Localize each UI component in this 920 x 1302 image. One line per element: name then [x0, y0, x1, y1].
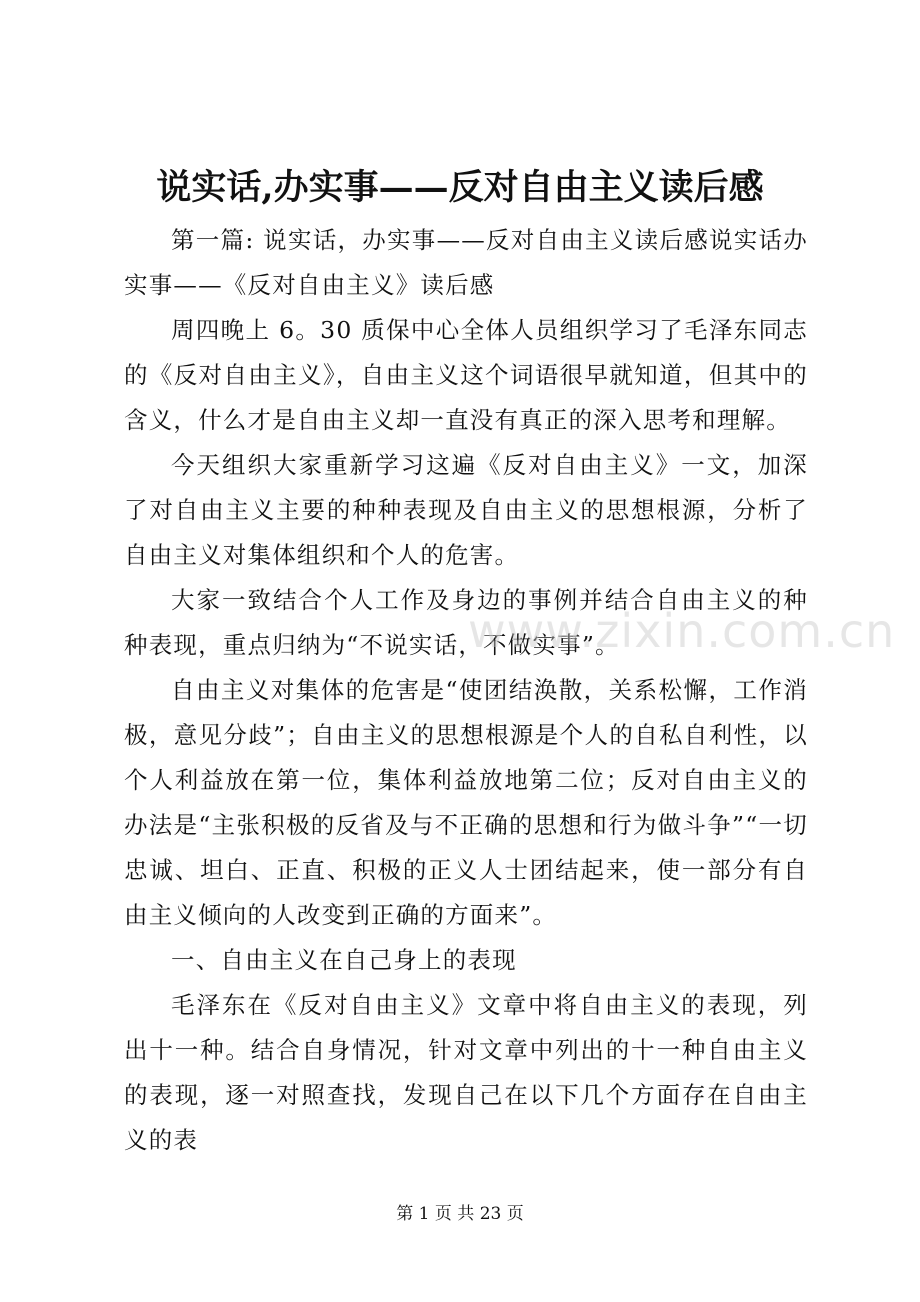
paragraph: 自由主义对集体的危害是“使团结涣散，关系松懈，工作消极，意见分歧”；自由主义的思想根源是个人的自私自利性，以个人利益放在第一位，集体利益放地第二位；反对自由主义的办法是“主张积极的反省及与不正确的思想和行为做斗争”“一切忠诚、坦白、正直、积极的正义人士团结起来，使一部分有自由主义倾向的人改变到正确的方面来”。	[124, 676, 808, 929]
paragraph: 第一篇: 说实话，办实事——反对自由主义读后感说实话办实事——《反对自由主义》读后感	[124, 226, 808, 299]
paragraph: 大家一致结合个人工作及身边的事例并结合自由主义的种种表现，重点归纳为“不说实话，不做实事”。	[124, 586, 808, 659]
paragraph: 毛泽东在《反对自由主义》文章中将自由主义的表现，列出十一种。结合自身情况，针对文章中列出的十一种自由主义的表现，逐一对照查找，发现自己在以下几个方面存在自由主义的表	[124, 991, 808, 1154]
watermark: www.zixin.com.cn	[468, 604, 896, 658]
section-heading: 一、自由主义在自己身上的表现	[171, 946, 517, 974]
paragraph: 今天组织大家重新学习这遍《反对自由主义》一文，加深了对自由主义主要的种种表现及自由主义的思想根源，分析了自由主义对集体组织和个人的危害。	[124, 451, 808, 569]
document-body	[124, 218, 808, 1163]
paragraph: 周四晚上 6。30 质保中心全体人员组织学习了毛泽东同志的《反对自由主义》，自由主义这个词语很早就知道，但其中的含义，什么才是自由主义却一直没有真正的深入思考和理解。	[124, 316, 808, 434]
document-title: 说实话,办实事——反对自由主义读后感	[156, 167, 764, 208]
page-footer: 第 1 页 共 23 页	[396, 1204, 524, 1224]
